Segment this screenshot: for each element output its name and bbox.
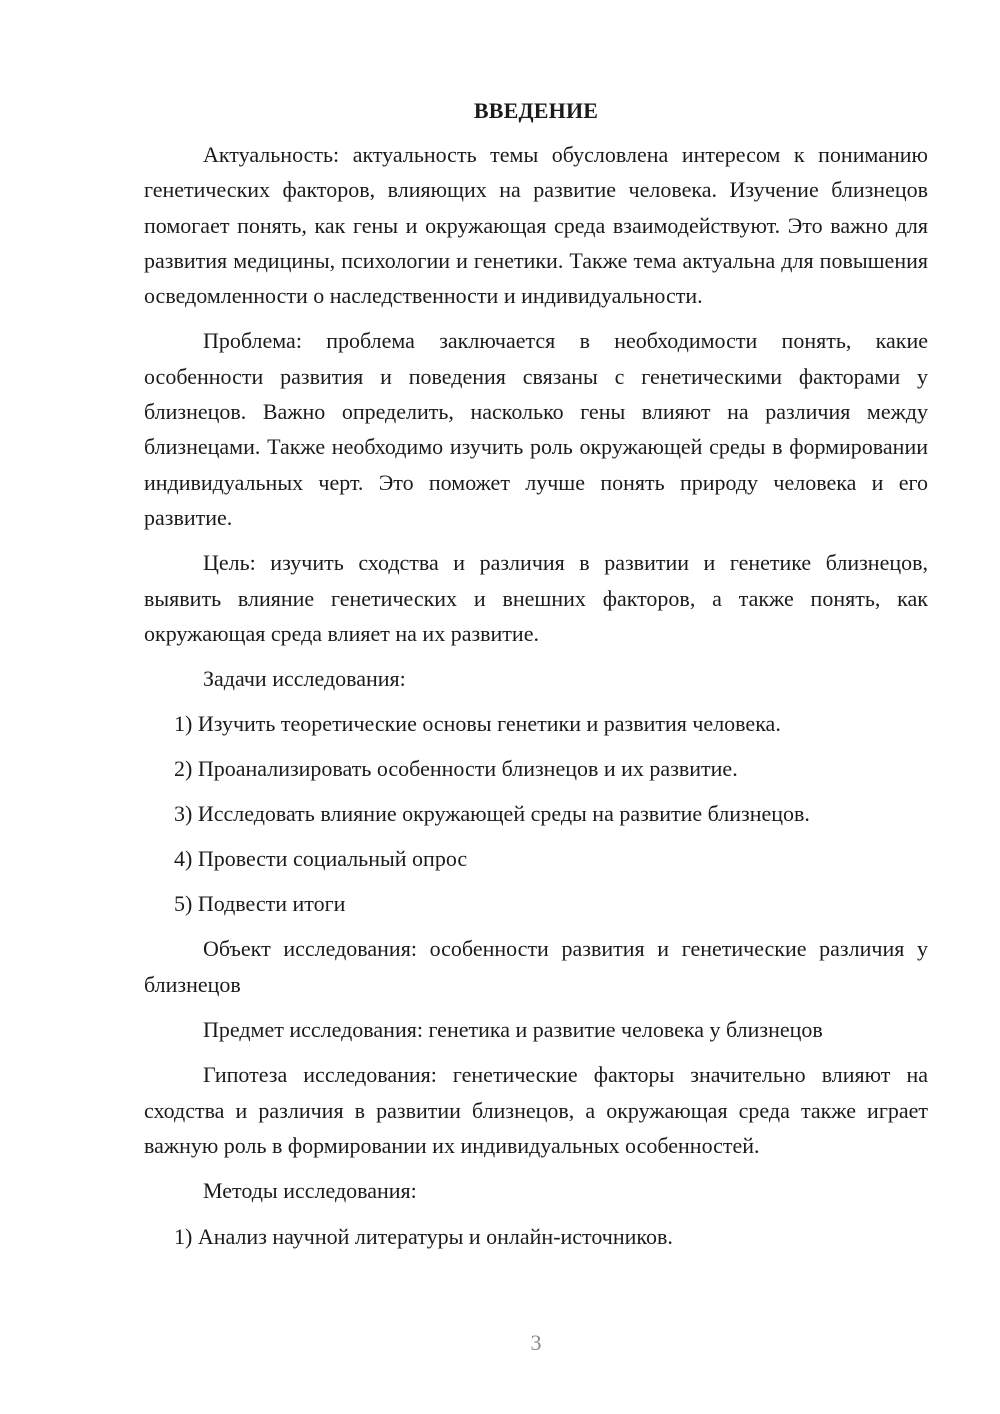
problem-paragraph: Проблема: проблема заключается в необходимости понять, какие особенности развития и поведения связаны с генетическими факторами у близнецов. Важно определить, насколько гены влияют на различия между близнецами. Также необходимо изучить роль окружающей среды в формировании индивидуальных черт. Это поможет лучше понять природу человека и его развитие. xyxy=(144,328,928,530)
hypothesis-paragraph: Гипотеза исследования: генетические факторы значительно влияют на сходства и различия в развитии близнецов, а окружающая среда также играет важную роль в формировании их индивидуальных особенностей. xyxy=(144,1062,928,1158)
methods-heading: Методы исследования: xyxy=(203,1178,417,1204)
task-item: 3) Исследовать влияние окружающей среды на развитие близнецов. xyxy=(174,801,810,827)
method-item: 1) Анализ научной литературы и онлайн-источников. xyxy=(174,1223,673,1249)
section-title: ВВЕДЕНИЕ xyxy=(473,98,599,123)
subject-paragraph: Предмет исследования: генетика и развитие человека у близнецов xyxy=(203,1017,823,1043)
task-item: 4) Провести социальный опрос xyxy=(174,846,468,872)
object-paragraph: Объект исследования: особенности развития и генетические различия у близнецов xyxy=(144,936,928,997)
task-item: 5) Подвести итоги xyxy=(174,891,346,917)
task-item: 2) Проанализировать особенности близнецов и их развитие. xyxy=(174,756,738,782)
task-item: 1) Изучить теоретические основы генетики и развития человека. xyxy=(174,711,781,737)
page-content xyxy=(144,94,928,1264)
goal-paragraph: Цель: изучить сходства и различия в развитии и генетике близнецов, выявить влияние генетических и внешних факторов, а также понять, как окружающая среда влияет на их развитие. xyxy=(144,550,928,646)
tasks-heading: Задачи исследования: xyxy=(203,666,406,692)
page-number: 3 xyxy=(530,1330,542,1355)
relevance-paragraph: Актуальность: актуальность темы обусловлена интересом к пониманию генетических факторов, влияющих на развитие человека. Изучение близнецов помогает понять, как гены и окружающая среда взаимодействуют. Это важно для развития медицины, психологии и генетики. Также тема актуальна для повышения осведомленности о наследственности и индивидуальности. xyxy=(144,142,928,309)
